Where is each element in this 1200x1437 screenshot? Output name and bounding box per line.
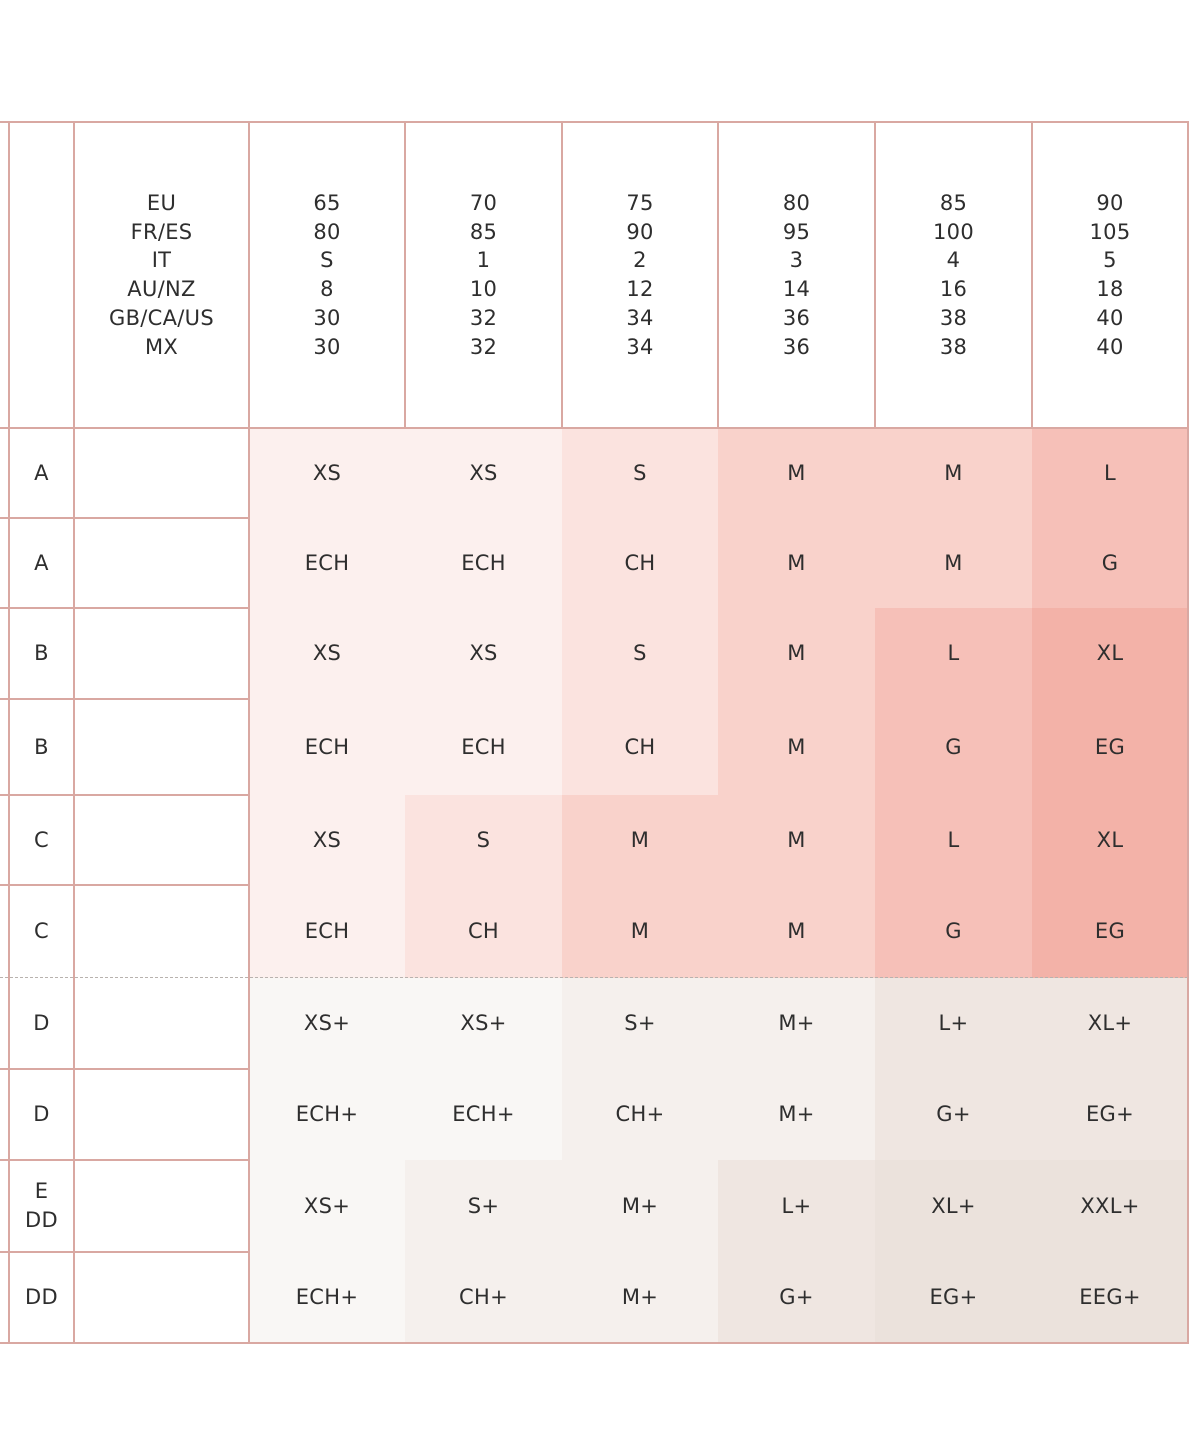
size-conversion-value: 34 (626, 305, 654, 330)
region-label: AU/NZ (127, 277, 196, 302)
cup-size-cell (9, 608, 74, 699)
grid-line (0, 1251, 249, 1253)
size-conversion-value: 30 (313, 334, 341, 359)
size-conversion-value: 2 (633, 248, 647, 273)
size-value: XL+ (1087, 1011, 1133, 1035)
size-cell (249, 1160, 405, 1252)
size-conversion-value: 38 (939, 334, 968, 359)
size-value: CH+ (459, 1285, 508, 1309)
region-label: IT (151, 248, 172, 273)
size-cell (875, 1069, 1032, 1160)
grid-line (874, 122, 876, 428)
size-conversion-value: 40 (1096, 305, 1124, 330)
size-conversion-value: 4 (946, 248, 961, 273)
size-value: L (1104, 461, 1116, 485)
size-cell (718, 699, 875, 795)
size-value: M (944, 551, 963, 575)
cup-size-label: A (34, 551, 49, 575)
grid-line (0, 1159, 249, 1161)
size-cell (875, 795, 1032, 885)
size-value: L+ (781, 1194, 812, 1218)
size-value: EG+ (929, 1285, 978, 1309)
size-cell (1032, 885, 1188, 978)
cup-size-cell (9, 1069, 74, 1160)
size-value: XS (312, 641, 342, 665)
size-conversion-list (249, 189, 405, 361)
size-cell (718, 1252, 875, 1343)
size-cell (405, 428, 562, 518)
size-conversion-value: 14 (782, 277, 811, 302)
grid-line (0, 794, 249, 796)
size-cell (718, 1069, 875, 1160)
size-conversion-value: 85 (939, 191, 968, 215)
size-cell (249, 699, 405, 795)
empty-label-cell (74, 885, 249, 978)
size-cell (718, 608, 875, 699)
size-cell (1032, 978, 1188, 1069)
size-cell (875, 1160, 1032, 1252)
region-label: MX (144, 334, 179, 359)
grid-line (0, 427, 1189, 429)
size-value: EG+ (1085, 1102, 1135, 1126)
size-value: G (945, 919, 962, 943)
size-cell (1032, 699, 1188, 795)
size-cell (405, 699, 562, 795)
size-value: M (787, 828, 806, 852)
size-value: S (633, 641, 647, 665)
grid-line (404, 122, 406, 428)
grid-line (1187, 122, 1189, 1343)
grid-line (717, 122, 719, 428)
size-cell (1032, 1252, 1188, 1343)
size-value: M (787, 735, 806, 759)
size-cell (405, 885, 562, 978)
cup-size-cell (9, 1160, 74, 1252)
size-conversion-value: 10 (469, 277, 498, 302)
size-value: XS+ (303, 1194, 351, 1218)
cup-size-label: A (34, 461, 49, 485)
size-cell (1032, 795, 1188, 885)
grid-line (0, 884, 249, 886)
size-conversion-value: 34 (626, 334, 654, 359)
size-value: M (787, 461, 806, 485)
cup-size-cell (9, 428, 74, 518)
size-cell (249, 428, 405, 518)
size-conversion-value: 32 (469, 334, 498, 359)
size-conversion-value: 36 (782, 305, 811, 330)
size-value: XS (312, 461, 342, 485)
region-label: GB/CA/US (109, 305, 214, 330)
size-cell (249, 518, 405, 608)
size-conversion-value: 12 (626, 277, 654, 302)
size-cell (405, 1252, 562, 1343)
size-cell (718, 978, 875, 1069)
region-label: EU (146, 191, 177, 215)
cup-size-label: C (34, 828, 49, 852)
cup-size-label: D (33, 1102, 50, 1126)
size-cell (1032, 1069, 1188, 1160)
size-conversion-value: 80 (313, 219, 341, 244)
grid-line (0, 607, 249, 609)
size-cell (405, 518, 562, 608)
size-cell (562, 795, 718, 885)
size-conversion-value: 18 (1096, 277, 1124, 302)
size-conversion-list (562, 189, 718, 361)
size-value: ECH (461, 551, 506, 575)
size-value: M+ (778, 1102, 815, 1126)
cup-size-label: C (34, 919, 49, 943)
grid-line (8, 122, 10, 1343)
size-value: S+ (624, 1011, 656, 1035)
cup-size-label: B (34, 735, 49, 759)
grid-line (0, 517, 249, 519)
size-cell (875, 699, 1032, 795)
size-value: S+ (467, 1194, 500, 1218)
size-cell (562, 1069, 718, 1160)
size-cell (875, 1252, 1032, 1343)
size-value: S (476, 828, 491, 852)
grid-line (248, 122, 250, 1343)
size-value: M (787, 919, 806, 943)
empty-label-cell (74, 518, 249, 608)
size-value: XS (469, 461, 498, 485)
size-value: CH+ (615, 1102, 665, 1126)
size-cell (562, 428, 718, 518)
header-region-labels (74, 122, 249, 428)
grid-line (0, 1068, 249, 1070)
grid-line (561, 122, 563, 428)
grid-line (0, 1342, 1189, 1344)
size-cell (562, 885, 718, 978)
size-cell (1032, 1160, 1188, 1252)
size-cell (718, 885, 875, 978)
size-cell (875, 608, 1032, 699)
size-conversion-value: 80 (782, 191, 811, 215)
size-cell (1032, 608, 1188, 699)
size-value: G+ (936, 1102, 971, 1126)
size-conversion-value: S (320, 248, 334, 273)
grid-line (1031, 122, 1033, 428)
size-cell (562, 518, 718, 608)
size-cell (875, 428, 1032, 518)
size-value: XS (312, 828, 342, 852)
size-value: L (947, 641, 960, 665)
header-size-column (1032, 122, 1188, 428)
size-value: M (630, 828, 650, 852)
cup-size-label: D (33, 1011, 50, 1035)
size-value: XXL+ (1080, 1194, 1140, 1218)
empty-label-cell (74, 608, 249, 699)
size-cell (562, 978, 718, 1069)
size-conversion-list (1032, 189, 1188, 361)
size-cell (249, 608, 405, 699)
size-cell (718, 795, 875, 885)
size-conversion-value: 65 (313, 191, 341, 215)
size-value: ECH+ (452, 1102, 515, 1126)
size-cell (562, 1252, 718, 1343)
cup-size-cell (9, 978, 74, 1069)
region-label: FR/ES (130, 219, 193, 244)
cup-size-label: E DD (25, 1179, 58, 1232)
size-conversion-list (718, 189, 875, 361)
size-value: XL (1096, 641, 1124, 665)
cup-size-label: B (34, 641, 49, 665)
cup-size-cell (9, 885, 74, 978)
size-cell (405, 1069, 562, 1160)
size-conversion-value: 95 (782, 219, 811, 244)
size-cell (875, 885, 1032, 978)
size-value: M+ (621, 1285, 659, 1309)
size-value: XL (1096, 828, 1124, 852)
size-conversion-value: 100 (933, 219, 974, 244)
grid-line (73, 122, 75, 1343)
empty-label-cell (74, 428, 249, 518)
grid-line (0, 121, 1189, 123)
size-cell (405, 978, 562, 1069)
size-cell (1032, 428, 1188, 518)
size-conversion-value: 90 (626, 219, 654, 244)
size-cell (405, 1160, 562, 1252)
size-value: G+ (779, 1285, 814, 1309)
size-cell (562, 699, 718, 795)
size-value: M (630, 919, 650, 943)
size-value: EG (1094, 919, 1126, 943)
header-cup-cell (9, 122, 74, 428)
size-cell (562, 1160, 718, 1252)
size-cell (875, 978, 1032, 1069)
size-value: ECH (461, 735, 506, 759)
size-value: EEG+ (1079, 1285, 1141, 1309)
size-value: ECH+ (295, 1102, 359, 1126)
size-value: CH (624, 551, 656, 575)
size-cell (405, 608, 562, 699)
cup-size-cell (9, 1252, 74, 1343)
size-cell (405, 795, 562, 885)
size-value: G (1101, 551, 1119, 575)
size-conversion-value: 3 (789, 248, 804, 273)
cup-group-divider (0, 977, 1188, 978)
empty-label-cell (74, 978, 249, 1069)
size-value: M+ (778, 1011, 815, 1035)
empty-label-cell (74, 1160, 249, 1252)
size-conversion-list (405, 189, 562, 361)
size-cell (718, 1160, 875, 1252)
size-value: L+ (938, 1011, 969, 1035)
size-value: EG (1094, 735, 1126, 759)
size-cell (875, 518, 1032, 608)
size-cell (249, 1069, 405, 1160)
size-conversion-value: 36 (782, 334, 811, 359)
size-value: XS+ (303, 1011, 351, 1035)
size-value: XS+ (460, 1011, 507, 1035)
size-value: G (945, 735, 962, 759)
size-conversion-value: 16 (939, 277, 968, 302)
size-value: XS (469, 641, 498, 665)
size-value: M (787, 551, 806, 575)
size-value: M+ (621, 1194, 659, 1218)
size-cell (249, 795, 405, 885)
size-cell (1032, 518, 1188, 608)
header-size-column (562, 122, 718, 428)
size-conversion-value: 30 (313, 305, 341, 330)
empty-label-cell (74, 795, 249, 885)
size-cell (562, 608, 718, 699)
size-conversion-value: 1 (476, 248, 491, 273)
size-value: ECH+ (295, 1285, 359, 1309)
header-size-column (249, 122, 405, 428)
header-size-column (875, 122, 1032, 428)
size-value: M (944, 461, 963, 485)
size-value: M (787, 641, 806, 665)
header-size-column (718, 122, 875, 428)
size-conversion-value: 38 (939, 305, 968, 330)
size-conversion-value: 32 (469, 305, 498, 330)
size-conversion-value: 70 (469, 191, 498, 215)
size-conversion-value: 5 (1103, 248, 1117, 273)
empty-label-cell (74, 1252, 249, 1343)
size-conversion-value: 8 (320, 277, 334, 302)
size-cell (249, 1252, 405, 1343)
size-conversion-value: 105 (1089, 219, 1131, 244)
empty-label-cell (74, 1069, 249, 1160)
cup-size-cell (9, 795, 74, 885)
size-cell (249, 978, 405, 1069)
grid-line (0, 698, 249, 700)
size-cell (718, 428, 875, 518)
empty-label-cell (74, 699, 249, 795)
size-cell (718, 518, 875, 608)
size-cell (249, 885, 405, 978)
size-conversion-value: 75 (626, 191, 654, 215)
size-value: L (947, 828, 960, 852)
size-value: XL+ (931, 1194, 976, 1218)
size-conversion-value: 90 (1096, 191, 1124, 215)
size-value: CH (467, 919, 500, 943)
region-label-list (74, 189, 249, 361)
header-size-column (405, 122, 562, 428)
cup-size-cell (9, 518, 74, 608)
size-value: S (633, 461, 647, 485)
size-conversion-value: 85 (469, 219, 498, 244)
size-value: CH (624, 735, 656, 759)
cup-size-cell (9, 699, 74, 795)
size-value: ECH (304, 735, 350, 759)
size-value: ECH (304, 919, 350, 943)
cup-size-label: DD (25, 1285, 58, 1309)
size-value: ECH (304, 551, 350, 575)
size-conversion-list (875, 189, 1032, 361)
size-conversion-value: 40 (1096, 334, 1124, 359)
